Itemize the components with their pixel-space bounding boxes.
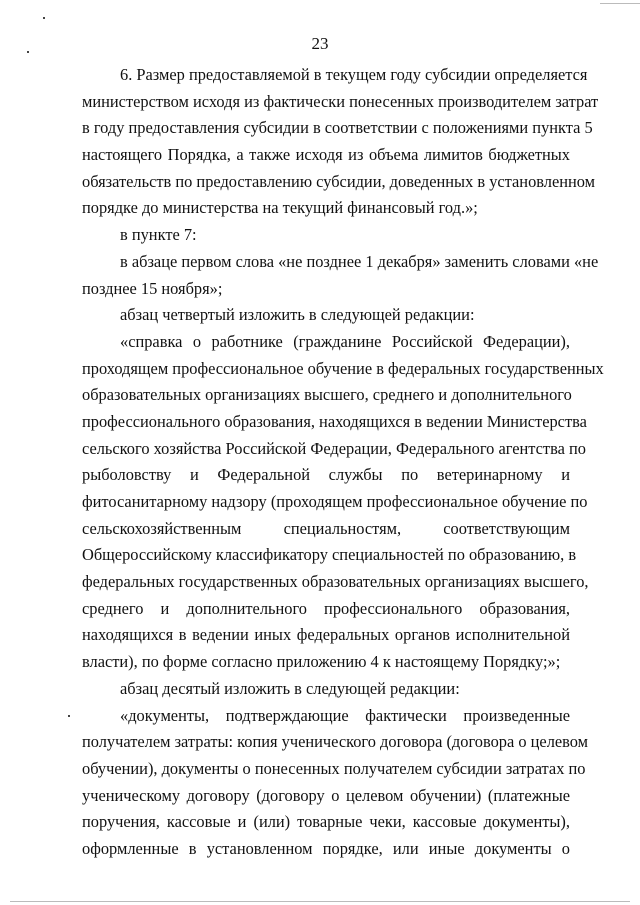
text-line: профессионального образования, находящихся в ведении Министерства bbox=[82, 411, 587, 431]
text-line: в году предоставления субсидии в соответствии с положениями пункта 5 bbox=[82, 118, 593, 138]
text-line: среднего и дополнительного профессионального образования, bbox=[82, 598, 570, 618]
text-line: обучении), документы о понесенных получателем субсидии затратах по bbox=[82, 758, 586, 778]
text-line: фитосанитарному надзору (проходящем профессиональное обучение по bbox=[82, 492, 588, 511]
text-line: проходящем профессиональное обучение в федеральных государственных bbox=[82, 358, 604, 378]
text-line: абзац четвертый изложить в следующей редакции: bbox=[120, 305, 475, 325]
text-line: «документы, подтверждающие фактически произведенные bbox=[120, 705, 570, 725]
text-line: порядке до министерства на текущий финансовый год.»; bbox=[82, 198, 478, 218]
page-number: 23 bbox=[311, 34, 329, 53]
scan-dot bbox=[43, 17, 45, 19]
text-line: сельского хозяйства Российской Федерации, Федерального агентства по bbox=[82, 438, 586, 458]
text-line: в абзаце первом слова «не позднее 1 декабря» заменить словами «не bbox=[120, 251, 599, 271]
text-line: получателем затраты: копия ученического договора (договора о целевом bbox=[82, 732, 589, 752]
text-line: находящихся в ведении иных федеральных органов исполнительной bbox=[82, 625, 570, 645]
text-line: сельскохозяйственным специальностям, соответствующим bbox=[82, 518, 570, 538]
text-line: федеральных государственных образовательных организациях высшего, bbox=[82, 572, 589, 592]
text-line: оформленные в установленном порядке, или иные документы о bbox=[82, 838, 570, 858]
text-line: позднее 15 ноября»; bbox=[82, 278, 223, 298]
text-line: настоящего Порядка, а также исходя из объема лимитов бюджетных bbox=[82, 145, 570, 165]
text-line: абзац десятый изложить в следующей редакции: bbox=[120, 678, 460, 698]
scan-edge-top bbox=[600, 3, 640, 4]
text-line: власти), по форме согласно приложению 4 к настоящему Порядку;»; bbox=[82, 652, 561, 672]
text-line: образовательных организациях высшего, среднего и дополнительного bbox=[82, 385, 572, 405]
text-line: «справка о работнике (гражданине Российской Федерации), bbox=[120, 331, 570, 351]
text-line: обязательств по предоставлению субсидии, доведенных в установленном bbox=[82, 171, 596, 191]
text-line: Общероссийскому классификатору специальностей по образованию, в bbox=[82, 545, 577, 565]
text-line: поручения, кассовые и (или) товарные чеки, кассовые документы), bbox=[82, 812, 570, 832]
text-line: ученическому договору (договору о целевом обучении) (платежные bbox=[82, 785, 570, 805]
scan-edge-bottom bbox=[10, 901, 630, 902]
text-line: министерством исходя из фактически понесенных производителем затрат bbox=[82, 91, 599, 111]
text-line: 6. Размер предоставляемой в текущем году субсидии определяется bbox=[120, 65, 588, 84]
text-line: в пункте 7: bbox=[120, 225, 197, 245]
scan-dot bbox=[68, 715, 70, 717]
text-line: рыболовству и Федеральной службы по ветеринарному и bbox=[82, 465, 570, 485]
document-body bbox=[82, 62, 604, 863]
